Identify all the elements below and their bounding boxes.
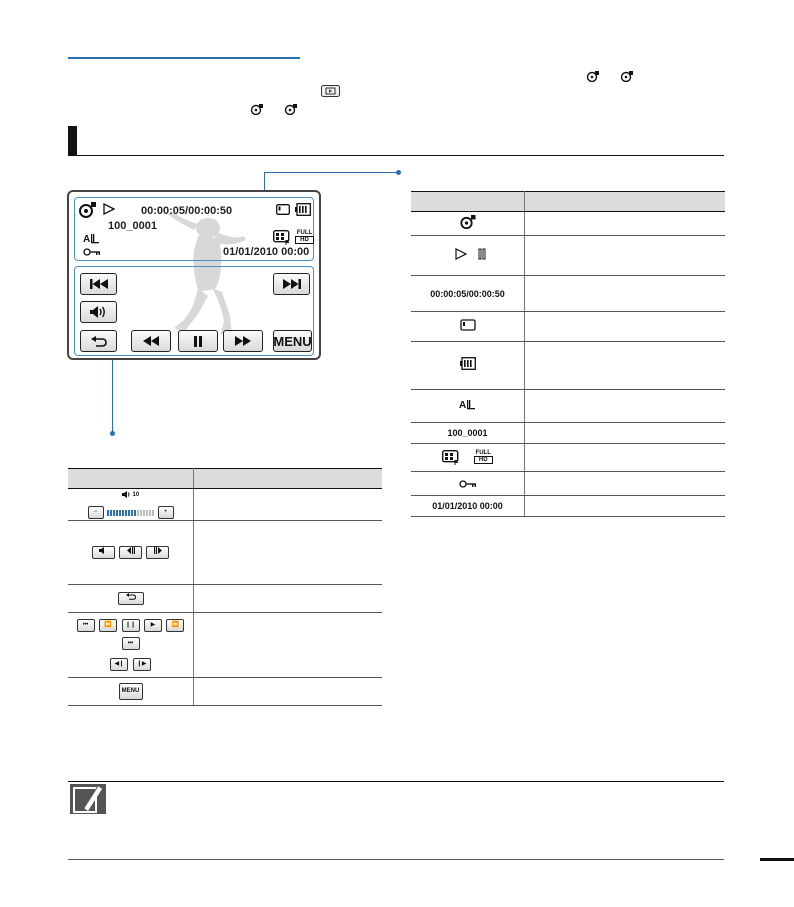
fast-forward-icon [235, 336, 251, 346]
full-hd-icon [295, 230, 314, 244]
protect-icon [83, 248, 101, 256]
page-marker [760, 858, 794, 861]
row-description [194, 678, 383, 706]
row-description [194, 489, 383, 521]
fast-forward-icon: ⏩ [166, 619, 184, 632]
callout-dot [396, 170, 401, 175]
speaker-icon [90, 306, 108, 318]
rewind-icon [143, 336, 159, 346]
lcd-datetime: 01/01/2010 00:00 [223, 246, 310, 258]
svg-text:F: F [285, 240, 290, 245]
file-number-label: 100_0001 [411, 423, 525, 444]
frame-forward-icon: ❙▶ [133, 658, 151, 671]
protect-icon [411, 472, 525, 496]
row-description [525, 423, 726, 444]
play-status-icon [103, 203, 115, 215]
hd-label-bottom: HD [295, 236, 314, 244]
callout-line [264, 172, 265, 192]
table-row [411, 276, 725, 312]
table-row [411, 342, 725, 390]
row-description [194, 521, 383, 585]
table-row [68, 613, 382, 678]
row-description [525, 212, 726, 236]
callout-dot [110, 431, 115, 436]
row-description [525, 390, 726, 423]
table-row [68, 585, 382, 613]
audio-icon [83, 232, 100, 244]
play-mode-icon [284, 100, 298, 118]
hd-label-top: FULL [296, 230, 313, 236]
table-row [411, 212, 725, 236]
row-description [525, 472, 726, 496]
svg-text:A: A [459, 400, 467, 410]
lcd-screen [67, 190, 321, 360]
table-header [411, 192, 525, 212]
hd-label-top: FULL [475, 450, 491, 457]
table-header [525, 192, 726, 212]
speaker-icon [92, 546, 115, 559]
table-row [411, 444, 725, 472]
volume-bar-icon [68, 489, 194, 521]
frame-forward-icon [146, 546, 169, 559]
row-description [525, 276, 726, 312]
callout-line [264, 172, 399, 173]
svg-text:A: A [83, 234, 91, 244]
header-rule [68, 57, 300, 59]
quality-icon [273, 230, 292, 245]
left-table [68, 468, 382, 706]
skip-forward-icon: ⏭ [122, 637, 140, 650]
table-header [68, 469, 194, 489]
quality-resolution-icon [411, 444, 525, 472]
playback-mode-button-icon [321, 84, 340, 102]
lcd-control-panel [74, 266, 314, 356]
lcd-file-number: 100_0001 [108, 220, 157, 232]
playback-buttons-icon [68, 613, 194, 678]
rewind-icon: ⏪ [99, 619, 117, 632]
memory-card-icon [411, 312, 525, 342]
table-row [411, 236, 725, 276]
table-row [411, 312, 725, 342]
play-pause-status-icon [411, 236, 525, 276]
play-mode-icon [250, 100, 264, 118]
rewind-button[interactable] [131, 330, 171, 352]
lcd-status-panel [74, 197, 314, 261]
svg-text:F: F [454, 459, 459, 465]
row-description [525, 496, 726, 517]
table-header [194, 469, 383, 489]
row-description [194, 613, 383, 678]
play-mode-icon [620, 67, 634, 85]
pause-icon: ❙❙ [122, 619, 140, 632]
battery-icon [411, 342, 525, 390]
memory-card-icon [276, 204, 290, 215]
volume-level-bar [107, 510, 155, 516]
row-description [525, 444, 726, 472]
row-description [194, 585, 383, 613]
table-row [411, 423, 725, 444]
table-row [68, 678, 382, 706]
full-hd-icon [474, 450, 493, 464]
note-rule [68, 781, 724, 782]
right-table [411, 191, 725, 517]
footer-rule [68, 859, 724, 860]
table-row [68, 521, 382, 585]
volume-up-icon: + [158, 506, 174, 519]
table-header-row [411, 192, 725, 212]
volume-value: 10 [132, 492, 140, 498]
pause-button[interactable] [178, 330, 218, 352]
battery-icon [295, 203, 311, 216]
return-button[interactable] [80, 330, 117, 352]
row-description [525, 236, 726, 276]
table-row [411, 390, 725, 423]
fast-forward-button[interactable] [223, 330, 263, 352]
skip-back-icon: ⏮ [77, 619, 95, 632]
callout-line [112, 358, 113, 434]
table-row [68, 489, 382, 521]
datetime-label: 01/01/2010 00:00 [411, 496, 525, 517]
return-button-icon [68, 585, 194, 613]
hd-label-bottom: HD [474, 456, 493, 464]
timecode-label: 00:00:05/00:00:50 [411, 276, 525, 312]
play-mode-icon [79, 201, 97, 218]
section-rule [68, 155, 724, 156]
row-description [525, 312, 726, 342]
lcd-timecode: 00:00:05/00:00:50 [141, 205, 233, 217]
menu-label: MENU [273, 333, 312, 349]
menu-button-icon [68, 678, 194, 706]
pause-icon [193, 336, 203, 347]
row-description [525, 342, 726, 390]
volume-button[interactable] [80, 301, 117, 323]
audio-icon [411, 390, 525, 423]
skip-forward-icon [283, 279, 301, 289]
volume-down-icon: − [88, 506, 104, 519]
return-icon [91, 336, 107, 347]
frame-back-icon [119, 546, 142, 559]
audio-frame-buttons-icon [68, 521, 194, 585]
skip-back-icon [90, 279, 108, 289]
table-row [411, 472, 725, 496]
note-icon [68, 782, 108, 816]
play-mode-icon [411, 212, 525, 236]
menu-mini-label: MENU [119, 683, 143, 700]
frame-back-icon: ◀❙ [110, 658, 128, 671]
play-mode-icon [586, 67, 600, 85]
skip-forward-button[interactable] [273, 273, 310, 295]
section-marker [68, 126, 77, 155]
skip-back-button[interactable] [80, 273, 117, 295]
menu-button[interactable] [273, 330, 312, 352]
table-header-row [68, 469, 382, 489]
return-icon [118, 592, 144, 605]
table-row [411, 496, 725, 517]
play-icon: ▶ [144, 619, 162, 632]
